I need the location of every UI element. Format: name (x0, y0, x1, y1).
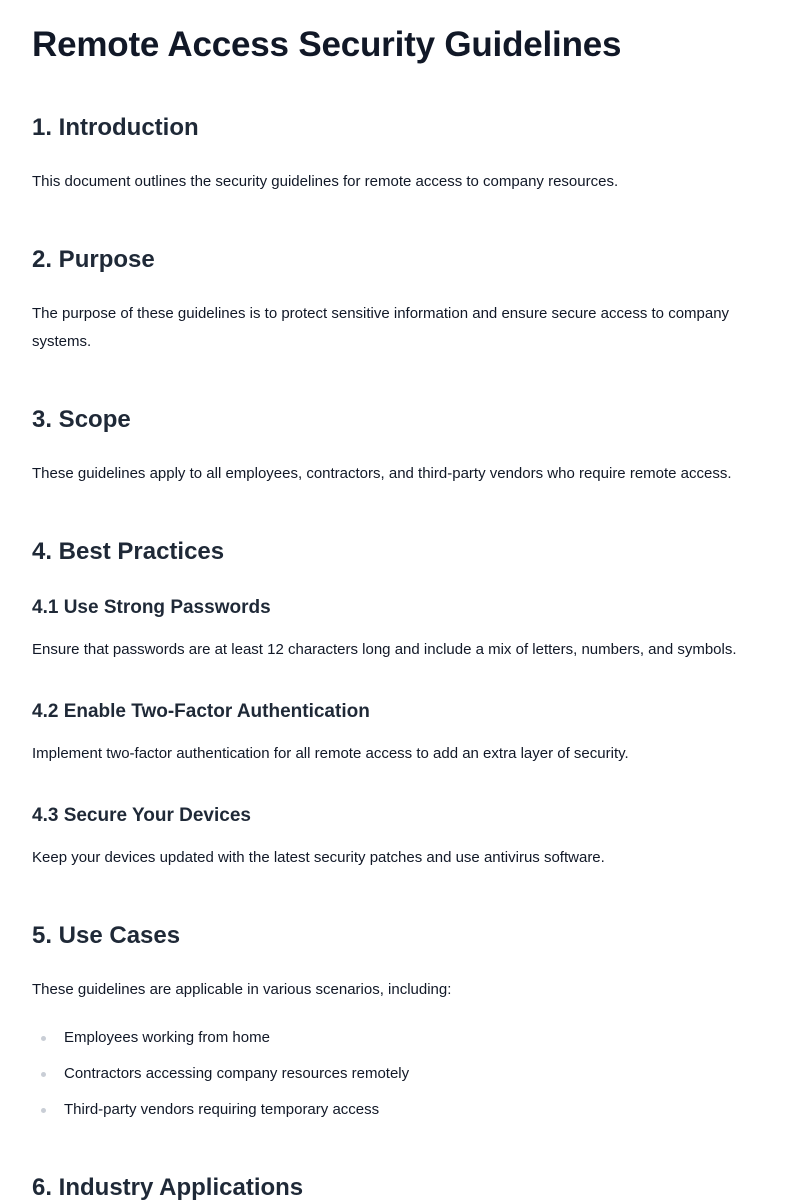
bullet-icon (41, 1036, 46, 1041)
list-item (32, 1096, 409, 1132)
bullet-icon (41, 1072, 46, 1077)
section-heading-industry-applications: 6. Industry Applications (32, 1174, 304, 1200)
section-heading-best-practices: 4. Best Practices (32, 538, 225, 565)
section-text-purpose: The purpose of these guidelines is to protect sensitive information and ensure secure access to company systems. (32, 305, 730, 350)
list-item-text: Third-party vendors requiring temporary access (64, 1101, 380, 1118)
subsection-heading-two-factor: 4.2 Enable Two-Factor Authentication (32, 701, 370, 722)
document-title: Remote Access Security Guidelines (32, 25, 622, 64)
list-item (32, 1024, 409, 1060)
subsection-text-secure-devices: Keep your devices updated with the latest security patches and use antivirus software. (32, 849, 605, 866)
subsection-text-two-factor: Implement two-factor authentication for all remote access to add an extra layer of security. (32, 745, 629, 762)
section-text-introduction: This document outlines the security guidelines for remote access to company resources. (32, 173, 619, 190)
subsection-heading-secure-devices: 4.3 Secure Your Devices (32, 805, 251, 826)
section-heading-scope: 3. Scope (32, 406, 131, 433)
list-item (32, 1060, 409, 1096)
section-text-use-cases: These guidelines are applicable in various scenarios, including: (32, 981, 452, 998)
section-text-scope: These guidelines apply to all employees, contractors, and third-party vendors who require remote access. (32, 465, 732, 482)
section-heading-introduction: 1. Introduction (32, 114, 199, 141)
list-item-text: Contractors accessing company resources remotely (64, 1065, 410, 1082)
list-item-text: Employees working from home (64, 1029, 270, 1046)
use-cases-list (32, 1024, 409, 1132)
section-heading-purpose: 2. Purpose (32, 246, 155, 273)
bullet-icon (41, 1108, 46, 1113)
subsection-heading-strong-passwords: 4.1 Use Strong Passwords (32, 597, 271, 618)
subsection-text-strong-passwords: Ensure that passwords are at least 12 characters long and include a mix of letters, numbers, and symbols. (32, 641, 737, 658)
section-heading-use-cases: 5. Use Cases (32, 922, 181, 949)
